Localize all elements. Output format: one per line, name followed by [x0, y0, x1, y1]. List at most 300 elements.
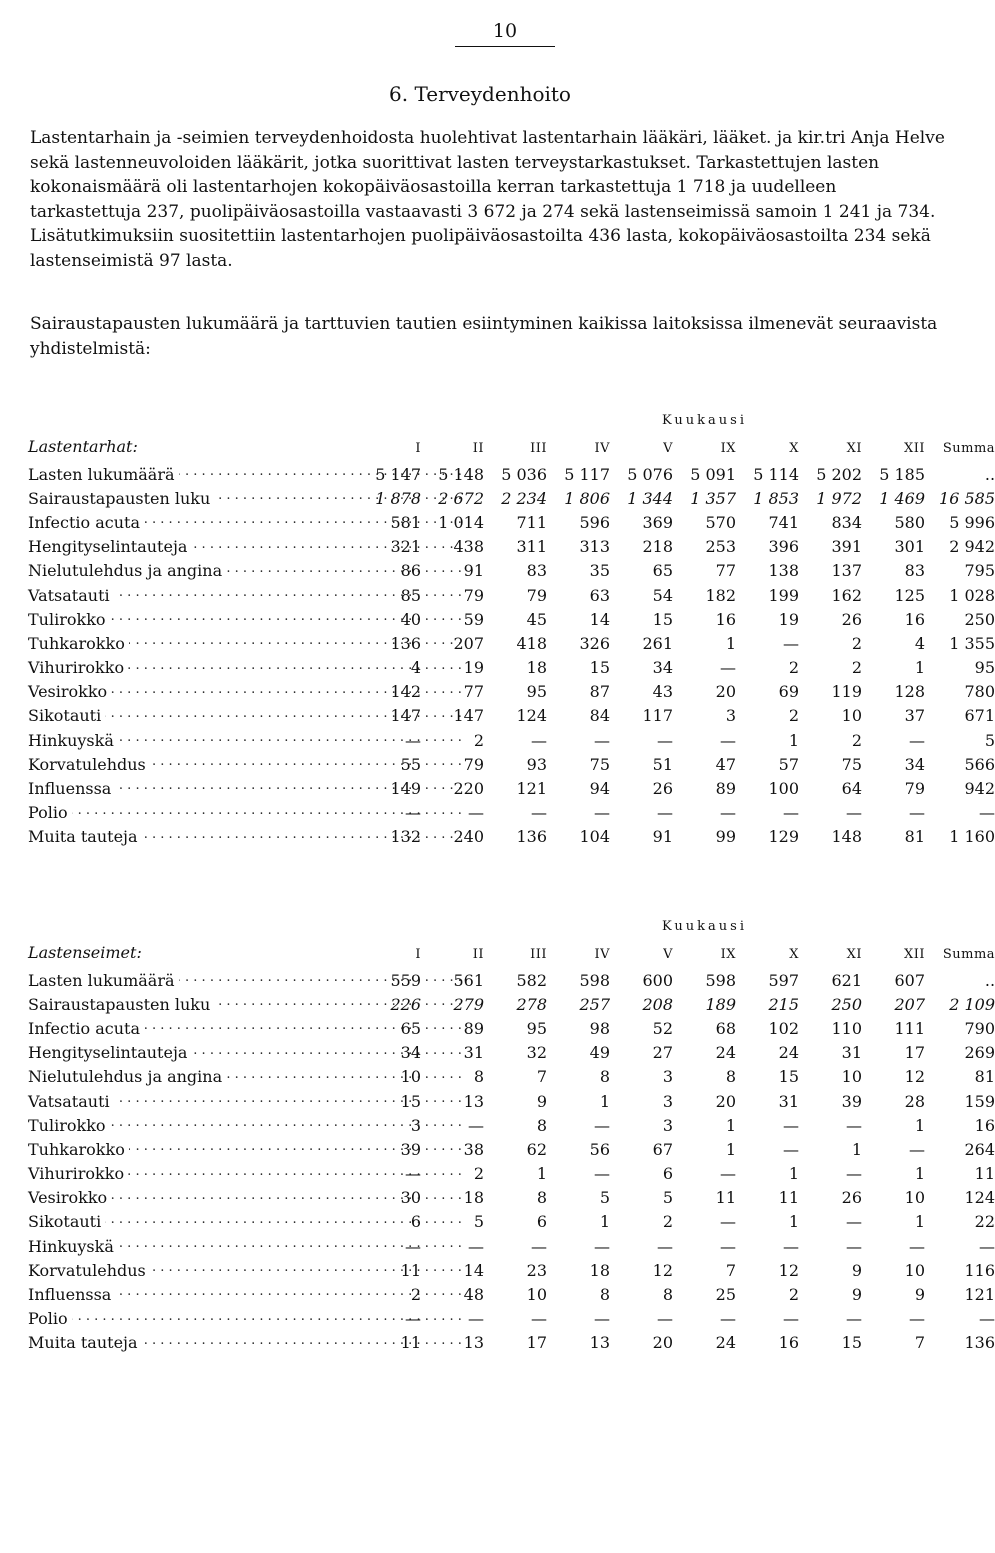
table-cell: 6	[662, 1164, 673, 1184]
table-cell: 111	[894, 1018, 926, 1038]
table-cell: —	[531, 730, 547, 750]
table-cell: 600	[642, 970, 673, 990]
table-cell: 99	[715, 827, 736, 847]
table-cell: 119	[831, 682, 863, 702]
table-cell: 38	[463, 1139, 484, 1159]
table-cell: 5	[984, 730, 995, 750]
table-cell: 149	[390, 779, 421, 799]
table-cell: 1	[788, 1164, 800, 1184]
table-cell: 142	[390, 682, 421, 702]
table-cell: 16	[904, 609, 926, 629]
table-cell: 182	[705, 585, 736, 605]
table-cell: 2	[851, 658, 863, 678]
table-cell: 2 234	[501, 488, 547, 508]
table-cell: —	[531, 1309, 547, 1329]
table-cell: 1	[788, 730, 800, 750]
table-cell: —	[720, 1309, 736, 1329]
table-cell: 12	[904, 1067, 926, 1087]
table-cell: 5 036	[501, 464, 547, 484]
table-cell: 31	[841, 1043, 863, 1063]
table-cell: 621	[831, 970, 863, 990]
table-cell: 124	[964, 1188, 995, 1208]
table-cell: 31	[463, 1043, 484, 1063]
table-cell: 136	[964, 1333, 995, 1353]
table-cell: 32	[526, 1043, 547, 1063]
table-cell: 5 202	[816, 464, 863, 484]
table-cell: 63	[589, 585, 610, 605]
table-cell: 104	[579, 827, 610, 847]
table-cell: 136	[390, 633, 421, 653]
table-cell: 2	[788, 658, 800, 678]
column-header: IV	[594, 441, 610, 456]
table-cell: 52	[652, 1018, 673, 1038]
table-cell: 35	[589, 561, 610, 581]
table-cell: 218	[642, 537, 673, 557]
table-cell: 15	[652, 609, 673, 629]
table-cell: —	[909, 730, 926, 750]
column-header: XI	[846, 947, 863, 962]
row-label: Sikotauti	[28, 706, 105, 725]
table-cell: 1	[851, 1139, 863, 1159]
table-cell: 128	[894, 682, 926, 702]
row-label: Tulirokko	[28, 1116, 110, 1135]
table-row	[28, 801, 995, 825]
table-cell: 81	[974, 1067, 995, 1087]
table-cell: —	[594, 1236, 610, 1256]
row-label: Hengityselintauteja	[28, 1043, 191, 1062]
table-cell: 15	[589, 658, 610, 678]
table-cell: 8	[536, 1188, 547, 1208]
table-row	[28, 486, 995, 510]
table-cell: 110	[831, 1018, 863, 1038]
table-cell: —	[783, 1236, 800, 1256]
table-cell: —	[468, 1236, 484, 1256]
table-cell: —	[979, 803, 995, 823]
table-cell: 7	[536, 1067, 547, 1087]
table-cell: 8	[725, 1067, 736, 1087]
table-cell: —	[657, 803, 673, 823]
table-row	[28, 728, 995, 752]
table-cell: 10	[400, 1067, 421, 1087]
table-cell: 1	[914, 1115, 926, 1135]
table-row	[28, 1016, 995, 1040]
table-cell: 5	[599, 1188, 610, 1208]
table-cell: 43	[652, 682, 673, 702]
table-cell: 598	[579, 970, 610, 990]
row-label: Vihurirokko	[28, 658, 128, 677]
table-cell: 98	[589, 1018, 610, 1038]
row-label: Vatsatauti	[28, 1092, 114, 1111]
table-cell: —	[657, 730, 673, 750]
table-cell: —	[468, 803, 484, 823]
table-cell: —	[720, 658, 736, 678]
table-cell: 207	[894, 994, 926, 1014]
table-cell: 1	[914, 1212, 926, 1232]
table-cell: 2 942	[949, 537, 995, 557]
table-cell: 18	[463, 1188, 484, 1208]
table-cell: —	[783, 803, 800, 823]
table-cell: 89	[463, 1018, 484, 1038]
table-cell: 47	[715, 754, 736, 774]
table-cell: 125	[894, 585, 926, 605]
month-group-label: Kuukausi	[662, 919, 748, 934]
row-label: Sairaustapausten luku	[28, 995, 214, 1014]
table-cell: 1 878	[375, 488, 421, 508]
table-cell: 79	[904, 779, 926, 799]
table-cell: 1 344	[627, 488, 673, 508]
table-cell: 15	[778, 1067, 800, 1087]
paragraph-intro-tables: Sairaustapausten lukumäärä ja tarttuvien tautien esiintyminen kaikissa laitoksissa ilmenevät seuraavista yhdistelmistä:	[30, 314, 938, 359]
column-header: V	[663, 441, 673, 456]
table-cell: 3	[725, 706, 736, 726]
table-row	[28, 776, 995, 800]
table-cell: —	[846, 1236, 863, 1256]
table-cell: 2	[473, 730, 484, 750]
table-cell: 116	[964, 1260, 995, 1280]
row-label: Infectio acuta	[28, 513, 144, 532]
table-cell: 671	[964, 706, 995, 726]
table-cell: 1	[914, 658, 926, 678]
table-cell: —	[720, 1236, 736, 1256]
table-cell: 11	[715, 1188, 736, 1208]
column-header: XII	[904, 947, 926, 962]
table-cell: 7	[725, 1260, 736, 1280]
table-cell: 199	[768, 585, 800, 605]
table-cell: 147	[390, 706, 421, 726]
table-cell: 1	[725, 1139, 736, 1159]
table-cell: 240	[453, 827, 484, 847]
table-cell: —	[783, 1115, 800, 1135]
table-cell: 77	[463, 682, 484, 702]
table-cell: 2 672	[438, 488, 484, 508]
table-cell: 11	[778, 1188, 800, 1208]
column-header: I	[415, 441, 421, 456]
table-cell: 75	[841, 754, 863, 774]
table-cell: 18	[589, 1260, 610, 1280]
table-cell: 220	[453, 779, 484, 799]
table-cell: 121	[964, 1285, 995, 1305]
table-cell: 2	[410, 1285, 421, 1305]
table-cell: —	[783, 1309, 800, 1329]
row-label: Hinkuyskä	[28, 1237, 118, 1256]
table-cell: 89	[715, 779, 736, 799]
table-cell: 5 147	[375, 464, 421, 484]
table-cell: —	[594, 1115, 610, 1135]
row-label: Korvatulehdus	[28, 755, 150, 774]
table-cell: 2	[473, 1164, 484, 1184]
table-cell: ..	[984, 970, 995, 990]
table-cell: —	[846, 1164, 863, 1184]
table-cell: 85	[400, 585, 421, 605]
column-header: IX	[720, 441, 736, 456]
row-label: Lasten lukumäärä	[28, 971, 179, 990]
row-label: Sairaustapausten luku	[28, 489, 214, 508]
table-cell: 37	[904, 706, 926, 726]
table-cell: 9	[851, 1260, 863, 1280]
table-cell: 257	[579, 994, 610, 1014]
table-row	[28, 1258, 995, 1282]
table-row	[28, 1089, 995, 1113]
table-cell: —	[531, 1236, 547, 1256]
table-cell: 207	[453, 633, 484, 653]
nursery-table	[28, 912, 995, 1355]
table-cell: 54	[652, 585, 673, 605]
table-cell: 2	[662, 1212, 673, 1232]
table-cell: 6	[410, 1212, 421, 1232]
table-row	[28, 1307, 995, 1331]
table-cell: 1 853	[753, 488, 800, 508]
row-label: Vatsatauti	[28, 586, 114, 605]
table-cell: 253	[705, 537, 736, 557]
table-cell: —	[846, 1115, 863, 1135]
table-row	[28, 631, 995, 655]
table-cell: 1 972	[816, 488, 863, 508]
table-cell: 261	[642, 633, 673, 653]
table-cell: 598	[705, 970, 736, 990]
table-cell: 91	[463, 561, 484, 581]
paragraph-health-checks: Lastentarhain ja -seimien terveydenhoidosta huolehtivat lastentarhain lääkäri, lääket. ja kir.tri Anja Helve sekä lastenneuvoloiden lääkärit, jotka suorittivat lasten terveystarkastukset. Tarkastettujen lasten kokonaismäärä oli lastentarhojen kokopäiväosastoilla kerran tarkastettuja 1 718 ja uudelleen tarkastettuja 237, puolipäiväosastoilla vastaavasti 3 672 ja 274 sekä lastenseimissä samoin 1 241 ja 734. Lisätutkimuksiin suositettiin lastentarhojen puolipäiväosastoilta 436 lasta, kokopäiväosastoilta 234 sekä lastenseimistä 97 lasta.	[30, 128, 945, 271]
table-cell: 10	[904, 1260, 926, 1280]
table-cell: 226	[390, 994, 421, 1014]
table-cell: —	[846, 1212, 863, 1232]
table-cell: 566	[964, 754, 995, 774]
table-cell: 132	[390, 827, 421, 847]
table-cell: —	[720, 1164, 736, 1184]
table-cell: 11	[974, 1164, 995, 1184]
table-cell: 561	[453, 970, 484, 990]
table-row	[28, 752, 995, 776]
table-cell: —	[979, 1309, 995, 1329]
table-cell: 1	[788, 1212, 800, 1232]
table-cell: 91	[652, 827, 673, 847]
table-cell: 147	[453, 706, 484, 726]
table-cell: 10	[841, 1067, 863, 1087]
table-cell: 19	[463, 658, 484, 678]
table-cell: 19	[778, 609, 800, 629]
table-row	[28, 462, 995, 486]
table-cell: 269	[964, 1043, 995, 1063]
column-header: IX	[720, 947, 736, 962]
row-label: Nielutulehdus ja angina	[28, 561, 226, 580]
table-cell: 18	[526, 658, 547, 678]
table-cell: 5 996	[949, 512, 995, 532]
table-cell: 14	[589, 609, 610, 629]
table-cell: 62	[526, 1139, 547, 1159]
table-cell: 834	[831, 512, 863, 532]
table-cell: 1	[599, 1212, 610, 1232]
table-row	[28, 1065, 995, 1089]
table-row	[28, 680, 995, 704]
table-row	[28, 1113, 995, 1137]
table-cell: 4	[914, 633, 926, 653]
table-cell: —	[720, 803, 736, 823]
table-cell: 83	[526, 561, 547, 581]
table-cell: 396	[768, 537, 800, 557]
table-cell: 14	[463, 1260, 484, 1280]
table-cell: 77	[715, 561, 736, 581]
table-row	[28, 704, 995, 728]
table-cell: 17	[904, 1043, 926, 1063]
table-cell: 13	[463, 1091, 484, 1111]
table-cell: 68	[715, 1018, 736, 1038]
table-cell: 15	[841, 1333, 863, 1353]
column-header: IV	[594, 947, 610, 962]
table-cell: 49	[589, 1043, 610, 1063]
column-header: I	[415, 947, 421, 962]
table-cell: 942	[964, 779, 995, 799]
row-label: Nielutulehdus ja angina	[28, 1067, 226, 1086]
column-header: III	[530, 947, 547, 962]
table-row	[28, 1137, 995, 1161]
table-cell: 311	[516, 537, 547, 557]
table-cell: 4	[410, 658, 421, 678]
table-cell: 20	[715, 1091, 736, 1111]
table-cell: 24	[715, 1333, 736, 1353]
table-cell: 5	[473, 1212, 484, 1232]
column-header: V	[663, 947, 673, 962]
table-caption: Lastentarhat:	[28, 437, 138, 456]
table-cell: —	[783, 1139, 800, 1159]
table-cell: 15	[400, 1091, 421, 1111]
table-cell: 6	[536, 1212, 547, 1232]
table-row	[28, 1041, 995, 1065]
table-cell: —	[468, 1309, 484, 1329]
table-cell: 7	[914, 1333, 926, 1353]
table-cell: 24	[778, 1043, 800, 1063]
table-cell: 23	[526, 1260, 547, 1280]
table-cell: 5 114	[753, 464, 800, 484]
table-cell: 26	[652, 779, 673, 799]
table-row	[28, 656, 995, 680]
table-cell: 8	[536, 1115, 547, 1135]
table-cell: 39	[400, 1139, 421, 1159]
table-row	[28, 535, 995, 559]
table-row	[28, 1282, 995, 1306]
table-cell: 559	[390, 970, 421, 990]
table-cell: 1 806	[564, 488, 610, 508]
table-cell: 26	[841, 1188, 863, 1208]
table-cell: 117	[642, 706, 673, 726]
table-cell: 34	[652, 658, 673, 678]
table-cell: 1 357	[690, 488, 736, 508]
table-cell: 121	[516, 779, 547, 799]
table-cell: 3	[662, 1115, 673, 1135]
table-cell: 278	[516, 994, 547, 1014]
table-cell: —	[909, 1236, 926, 1256]
table-cell: 55	[400, 754, 421, 774]
table-cell: 1	[914, 1164, 926, 1184]
table-cell: 87	[589, 682, 610, 702]
row-label: Polio	[28, 1309, 72, 1328]
table-cell: 95	[974, 658, 995, 678]
table-cell: 5 091	[690, 464, 736, 484]
row-label: Muita tauteja	[28, 1333, 142, 1352]
row-label: Muita tauteja	[28, 827, 142, 846]
column-header: XII	[904, 441, 926, 456]
table-cell: 17	[526, 1333, 547, 1353]
row-label: Korvatulehdus	[28, 1261, 150, 1280]
table-cell: —	[531, 803, 547, 823]
table-cell: 264	[964, 1139, 995, 1159]
table-cell: —	[979, 1236, 995, 1256]
table-cell: —	[405, 1236, 421, 1256]
table-cell: 1 469	[879, 488, 926, 508]
table-row	[28, 1331, 995, 1355]
row-label: Hinkuyskä	[28, 731, 118, 750]
table-header-row	[28, 428, 995, 462]
page-number: 10	[455, 20, 555, 47]
table-cell: 102	[768, 1018, 800, 1038]
table-cell: 596	[579, 512, 610, 532]
table-cell: 124	[516, 706, 547, 726]
table-cell: 10	[841, 706, 863, 726]
table-cell: 2	[851, 730, 863, 750]
row-label: Hengityselintauteja	[28, 537, 191, 556]
column-header: Summa	[942, 441, 995, 456]
table-cell: 10	[904, 1188, 926, 1208]
table-cell: —	[468, 1115, 484, 1135]
table-cell: 9	[851, 1285, 863, 1305]
table-cell: 2	[851, 633, 863, 653]
table-cell: 1	[599, 1091, 610, 1111]
table-cell: 83	[904, 561, 926, 581]
table-cell: 75	[589, 754, 610, 774]
table-cell: 16	[974, 1115, 995, 1135]
table-cell: 79	[526, 585, 547, 605]
table-cell: 10	[526, 1285, 547, 1305]
table-cell: 1	[725, 633, 736, 653]
table-cell: 39	[841, 1091, 863, 1111]
table-row	[28, 968, 995, 992]
row-label: Vesirokko	[28, 682, 111, 701]
row-label: Lasten lukumäärä	[28, 465, 179, 484]
row-label: Infectio acuta	[28, 1019, 144, 1038]
table-row	[28, 1162, 995, 1186]
table-cell: 5 076	[627, 464, 673, 484]
table-cell: 790	[964, 1018, 995, 1038]
table-cell: 8	[599, 1285, 610, 1305]
row-label: Vihurirokko	[28, 1164, 128, 1183]
table-cell: 250	[831, 994, 863, 1014]
table-cell: 95	[526, 1018, 547, 1038]
section-title: 6. Terveydenhoito	[389, 82, 571, 106]
table-cell: 581	[390, 512, 421, 532]
table-cell: 597	[768, 970, 800, 990]
table-cell: 9	[536, 1091, 547, 1111]
kindergarten-table	[28, 406, 995, 849]
table-cell: 780	[964, 682, 995, 702]
table-cell: 86	[400, 561, 421, 581]
column-header: II	[472, 441, 484, 456]
table-cell: 1 355	[949, 633, 995, 653]
table-cell: 607	[894, 970, 926, 990]
table-cell: 22	[974, 1212, 995, 1232]
table-cell: 20	[715, 682, 736, 702]
table-cell: 79	[463, 754, 484, 774]
column-header: III	[530, 441, 547, 456]
table-cell: 11	[400, 1260, 421, 1280]
table-cell: 189	[705, 994, 736, 1014]
table-cell: 8	[473, 1067, 484, 1087]
table-cell: 94	[589, 779, 610, 799]
table-cell: 100	[768, 779, 800, 799]
table-cell: —	[846, 803, 863, 823]
table-cell: 3	[662, 1067, 673, 1087]
table-cell: 2	[788, 706, 800, 726]
table-cell: 48	[463, 1285, 484, 1305]
table-cell: 13	[589, 1333, 610, 1353]
table-cell: 8	[599, 1067, 610, 1087]
